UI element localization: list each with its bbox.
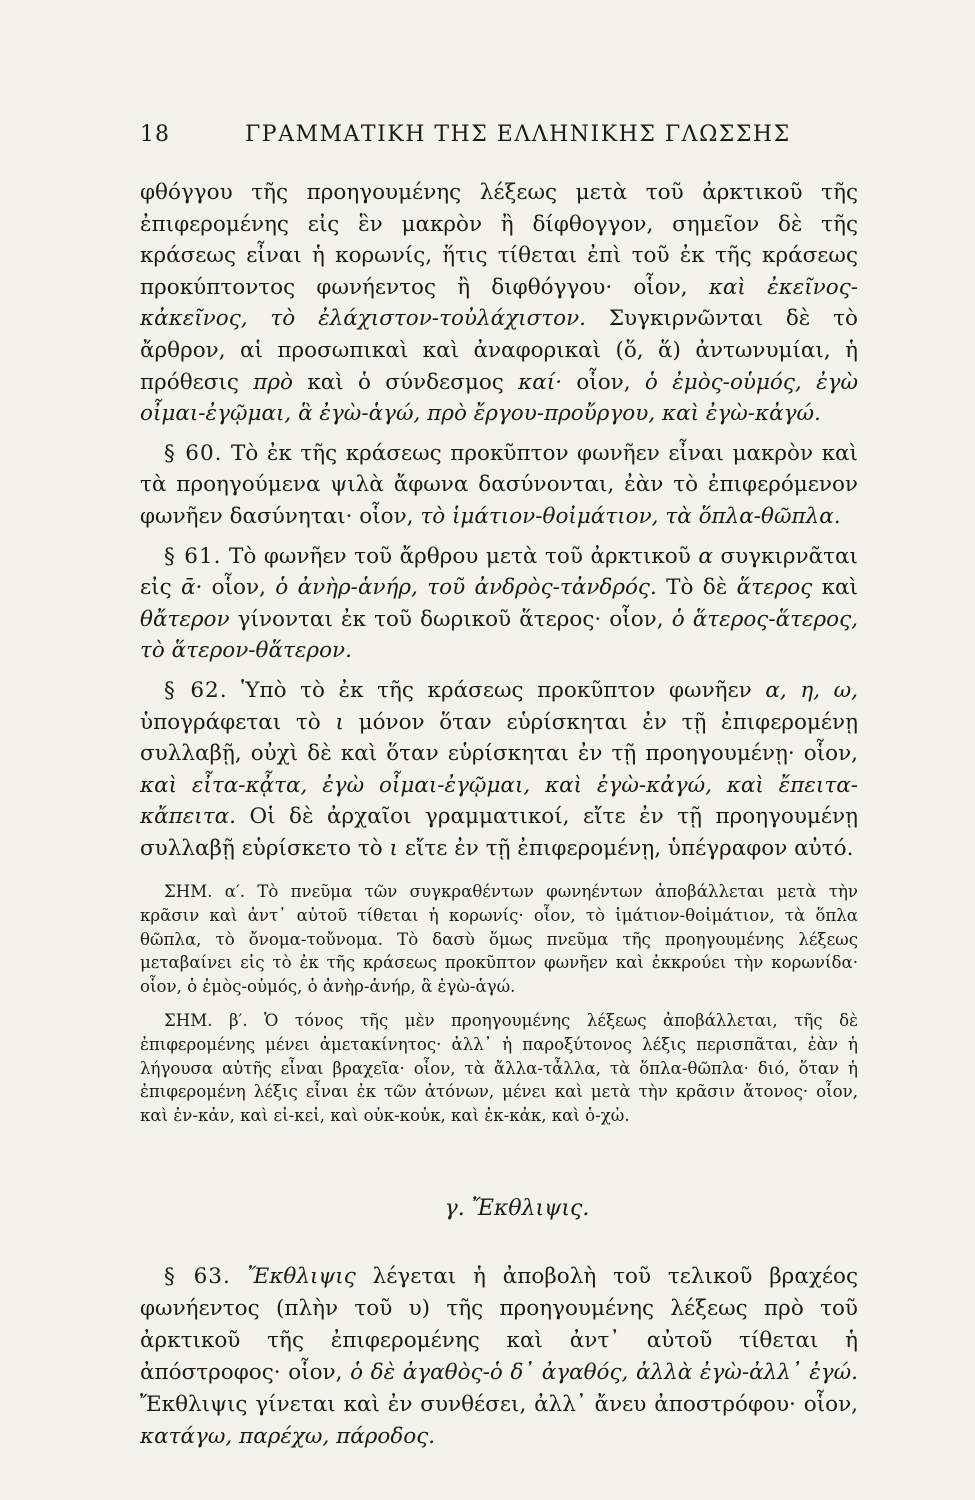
- text-run: οἷον,: [562, 369, 645, 395]
- text-run: ὑπογράφεται τὸ: [140, 709, 336, 735]
- text-run: Ὑπὸ τὸ ἐκ τῆς κράσεως προκῦπτον φωνῆεν: [227, 677, 766, 703]
- example-italic: καὶ εἶτα-κᾆτα, ἐγὼ οἶμαι-ἐγῷμαι, καὶ ἐγὼ-κἀγώ,: [140, 772, 712, 798]
- example-italic: ι: [335, 709, 344, 735]
- note-beta: [140, 1009, 858, 1127]
- text-run: φθόγγου τῆς προηγουμένης λέξεως μετὰ τοῦ ἀρκτικοῦ τῆς ἐπιφερομένης εἰς ἓν μακρὸν ἢ δίφθογγον, σημεῖον δὲ τῆς κράσεως εἶναι ἡ κορωνίς, ἥτις τίθεται ἐπὶ τοῦ ἐκ τῆς κράσεως προκύπτοντος φωνήεντος ἢ διφθόγγου· οἷον,: [140, 180, 858, 300]
- page-number: 18: [140, 122, 170, 147]
- section-61: [140, 541, 858, 667]
- section-number: § 60.: [164, 440, 223, 466]
- page-body: [140, 177, 858, 1453]
- text-run: Τὸ δὲ: [656, 575, 737, 601]
- section-60: [140, 438, 858, 533]
- subsection-heading: γ. Ἔκθλιψις.: [444, 1196, 590, 1222]
- text-run: συγκιρνᾶται εἰς: [140, 543, 858, 601]
- text-run: λέγεται ἡ ἀποβολὴ τοῦ τελικοῦ βραχέος φωνήεντος (πλὴν τοῦ υ) τῆς προηγουμένης λέξεως πρὸ τοῦ ἀρκτικοῦ τῆς ἐπιφερομένης καὶ ἀντ᾽ αὐτοῦ τίθεται ἡ ἀπόστροφος· οἷον,: [140, 1264, 858, 1385]
- note-label: ΣΗΜ. β′.: [164, 1011, 248, 1031]
- text-run: Οἱ δὲ ἀρχαῖοι γραμματικοί, εἴτε ἐν τῇ προηγουμένῃ συλλαβῇ εὑρίσκετο τὸ: [140, 804, 858, 861]
- example-italic: α, η, ω,: [765, 677, 858, 703]
- term-italic: Ἔκθλιψις: [247, 1264, 356, 1289]
- example-italic: καὶ ἐκεῖνος-κἀκεῖνος, τὸ ἐλάχιστον-τοὐλάχιστον.: [140, 274, 858, 332]
- example-italic: ὁ ἐμὸς-οὑμός, ἐγὼ οἶμαι-ἐγῷμαι, ἃ ἐγὼ-ἁγώ, πρὸ ἔργου-προὔργου, καὶ ἐγὼ-κἀγώ.: [140, 369, 858, 427]
- section-62: [140, 675, 858, 865]
- text-run: μόνον ὅταν εὑρίσκηται ἐν τῇ ἐπιφερομένῃ συλλαβῇ, οὐχὶ δὲ καὶ ὅταν εὑρίσκηται ἐν τῇ προηγουμένῃ· οἷον,: [140, 709, 858, 767]
- example-italic: καὶ ἔπειτα-κἄπειτα.: [140, 772, 858, 830]
- example-italic: καί·: [518, 369, 563, 395]
- example-italic: α: [698, 543, 713, 569]
- text-run: [712, 773, 727, 798]
- continued-paragraph: [140, 177, 858, 430]
- text-run: καὶ: [812, 575, 858, 601]
- text-run: οἷον,: [202, 575, 276, 601]
- text-run: Συγκιρνῶνται δὲ τὸ ἄρθρον, αἱ προσωπικαὶ καὶ ἀναφορικαὶ (ὅ, ἅ) ἀντωνυμίαι, ἡ πρόθεσις: [140, 306, 858, 395]
- section-number: § 62.: [164, 677, 228, 703]
- section-number: § 61.: [164, 543, 222, 569]
- example-italic: ι: [389, 835, 398, 861]
- text-run: καὶ ὁ σύνδεσμος: [293, 369, 519, 395]
- section-63: [140, 1261, 858, 1453]
- example-italic: ὁ ἀνὴρ-ἁνήρ, τοῦ ἀνδρὸς-τἀνδρός.: [275, 575, 657, 601]
- text-run: Τὸ ἐκ τῆς κράσεως προκῦπτον φωνῆεν εἶναι μακρὸν καὶ τὰ προηγούμενα ψιλὰ ἄφωνα δασύνονται, ἐὰν τὸ ἐπιφερόμενον φωνῆεν δασύνηται· οἷον,: [140, 440, 858, 529]
- notes-block: [140, 880, 858, 1127]
- section-number: § 63.: [164, 1264, 231, 1289]
- note-alpha: [140, 880, 858, 998]
- page-header: [140, 120, 860, 150]
- text-run: εἴτε ἐν τῇ ἐπιφερομένῃ, ὑπέγραφον αὐτό.: [397, 835, 854, 861]
- example-italic: τὸ ἱμάτιον-θοἰμάτιον, τὰ ὅπλα-θῶπλα.: [420, 503, 841, 529]
- running-title: ΓΡΑΜΜΑΤΙΚΗ ΤΗΣ ΕΛΛΗΝΙΚΗΣ ΓΛΩΣΣΗΣ: [245, 122, 791, 147]
- example-italic: ὁ ἅτερος-ἅτερος, τὸ ἅτερον-θἅτερον.: [140, 606, 858, 664]
- example-italic: πρὸ: [253, 369, 293, 395]
- note-text: Τὸ πνεῦμα τῶν συγκραθέντων φωνηέντων ἀποβάλλεται μετὰ τὴν κρᾶσιν καὶ ἀντ᾽ αὐτοῦ τίθεται ἡ κορωνίς· οἷον, τὸ ἱμάτιον-θοἰμάτιον, τὰ ὅπλα θῶπλα, τὸ ὄνομα-τοὔνομα. Τὸ δασὺ ὅμως πνεῦμα τῆς προηγουμένης λέξεως μεταβαίνει εἰς τὸ ἐκ τῆς κράσεως προκῦπτον φωνῆεν καὶ ἐκκρούει τὴν κορωνίδα· οἷον, ὁ ἐμὸς-οὑμός, ὁ ἀνὴρ-ἁνήρ, ἃ ἐγὼ-ἁγώ.: [140, 882, 858, 996]
- text-run: γίνονται ἐκ τοῦ δωρικοῦ ἅτερος· οἷον,: [229, 606, 672, 632]
- note-label: ΣΗΜ. α′.: [164, 882, 245, 902]
- note-text: Ὁ τόνος τῆς μὲν προηγουμένης λέξεως ἀποβάλλεται, τῆς δὲ ἐπιφερομένης μένει ἀμετακίνητος· ἀλλ᾽ ἡ παροξύτονος λέξις περισπᾶται, ἐὰν ἡ λήγουσα αὐτῆς εἶναι βραχεῖα· οἷον, τὰ ἄλλα-τἆλλα, τὰ ὅπλα-θῶπλα· διό, ὅταν ἡ ἐπιφερομένη λέξις εἶναι ἐκ τῶν ἀτόνων, μένει καὶ μετὰ τὴν κρᾶσιν ἄτονος· οἷον, καὶ ἐν-κἀν, καὶ εἰ-κεἰ, καὶ οὐκ-κοὐκ, καὶ ἐκ-κἀκ, καὶ ὁ-χὠ.: [140, 1011, 858, 1125]
- example-italic: ὁ δὲ ἀγαθὸς-ὁ δ᾽ ἀγαθός, ἀλλὰ ἐγὼ-ἀλλ᾽ ἐγώ.: [350, 1360, 858, 1385]
- example-italic: κατάγω, παρέχω, πάροδος.: [140, 1424, 436, 1449]
- text-run: Ἔκθλιψις γίνεται καὶ ἐν συνθέσει, ἀλλ᾽ ἄνευ ἀποστρόφου· οἷον,: [140, 1392, 858, 1417]
- example-italic: θἄτερον: [140, 606, 230, 632]
- example-italic: ἅτερος: [736, 575, 813, 601]
- example-italic: ᾱ·: [180, 575, 203, 601]
- text-run: Τὸ φωνῆεν τοῦ ἄρθρου μετὰ τοῦ ἀρκτικοῦ: [221, 543, 699, 569]
